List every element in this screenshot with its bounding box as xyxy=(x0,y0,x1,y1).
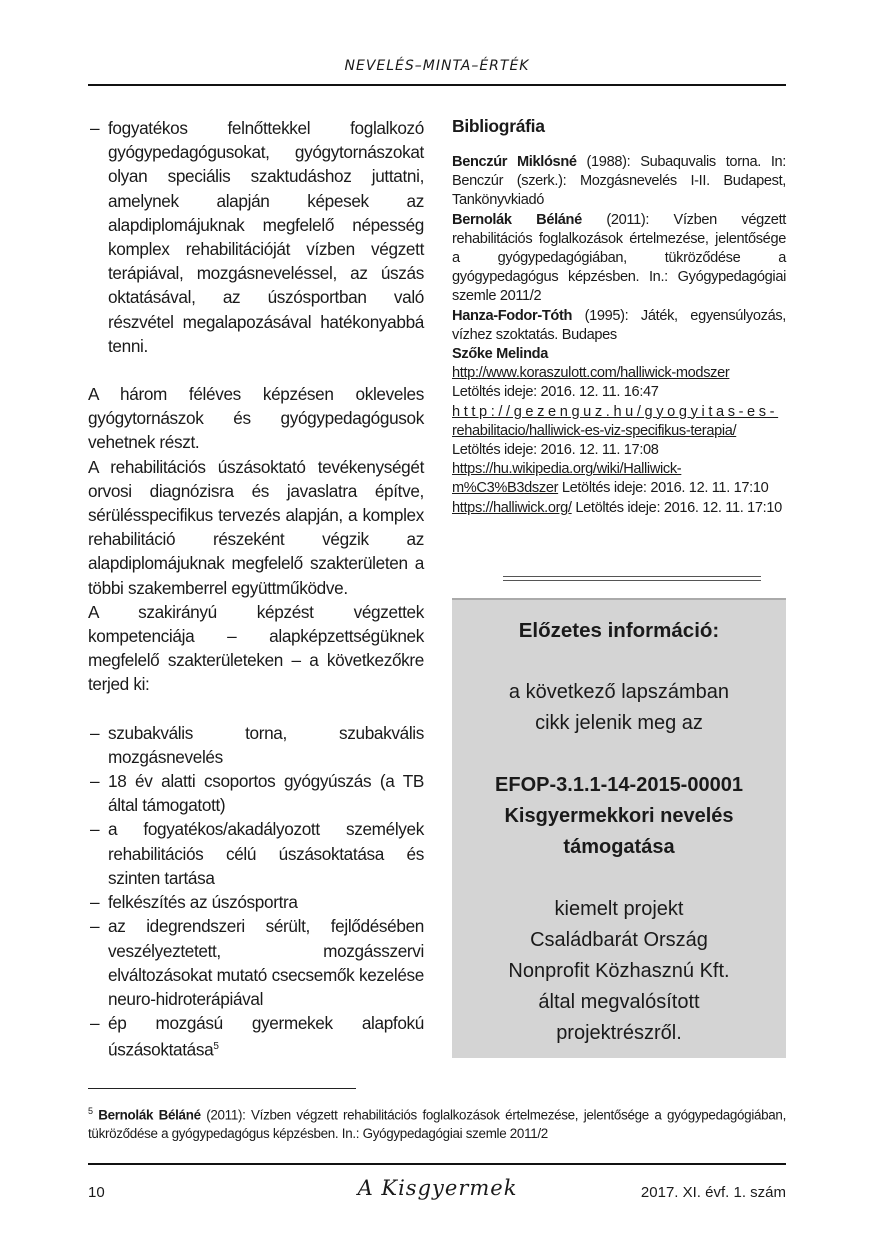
competence-item: – az idegrendszeri sérült, fejlődésében veszélyeztetett, mozgásszervi elváltozásokat mutató csecsemők kezelése neuro-hidroterápiával xyxy=(88,914,424,1011)
spacer xyxy=(452,863,786,894)
footnote-author: Bernolák Béláné xyxy=(98,1107,201,1123)
competence-item: – felkészítés az úszósportra xyxy=(88,890,424,914)
project-title: támogatása xyxy=(563,836,675,858)
paragraph-competence: A szakirányú képzést végzettek kompetenciája – alapképzettségüknek megfelelő szakterületeken – a következőkre terjed ki: xyxy=(88,601,424,695)
download-date: Letöltés ideje: 2016. 12. 11. 17:08 xyxy=(452,442,659,459)
footnote-text: (2011): Vízben végzett rehabilitációs foglalkozások értelmezése, jelentősége a gyógypedagógiában, tükröződése a gyógypedagógus képzésben. In.: Gyógypedagógiai szemle 2011/2 xyxy=(88,1107,787,1141)
competence-item: – 18 év alatti csoportos gyógyúszás (a TB által támogatott) xyxy=(88,769,424,817)
paragraph-activity: A rehabilitációs úszásoktató tevékenységét orvosi diagnózisra és javaslatra építve, sérülésspecifikus tervezés alapján, a komplex rehabilitáció részeként végzik az alapdiplomájuknak megfelelő szakterületen a többi szakemberrel együttműködve. xyxy=(88,456,424,598)
info-line: projektrészről. xyxy=(556,1022,682,1044)
page-number: 10 xyxy=(88,1184,105,1201)
entry-text: (1995): Játék, egyensúlyozás, vízhez szoktatás. Budapes xyxy=(452,307,786,343)
link-koraszulott[interactable]: http://www.koraszulott.com/halliwick-modszer xyxy=(452,365,730,382)
footnote-mark: 5 xyxy=(88,1106,93,1116)
entry-author: Benczúr Miklósné xyxy=(452,154,577,170)
bibliography-title: Bibliográfia xyxy=(452,116,545,136)
info-line: által megvalósított xyxy=(538,991,700,1013)
entry-author: Hanza-Fodor-Tóth xyxy=(452,307,573,324)
info-line: cikk jelenik meg az xyxy=(535,712,703,734)
bibliography xyxy=(452,153,786,518)
competence-item: – a fogyatékos/akadályozott személyek rehabilitációs célú úszásoktatása és szinten tartása xyxy=(88,817,424,890)
competence-item xyxy=(88,1011,424,1062)
project-title: Kisgyermekkori nevelés xyxy=(504,805,734,827)
journal-name: A Kisgyermek xyxy=(357,1176,518,1200)
download-date: Letöltés ideje: 2016. 12. 11. 17:10 xyxy=(558,480,769,497)
entry-text: (2011): Vízben végzett rehabilitációs foglalkozások értelmezése, jelentősége a gyógypedagógiában, tükröződése a gyógypedagógus képzésben. In.: Gyógypedagógiai szemle 2011/2 xyxy=(452,211,786,305)
download-date: Letöltés ideje: 2016. 12. 11. 17:10 xyxy=(571,499,782,516)
intro-list-item: – fogyatékos felnőttekkel foglalkozó gyógypedagógusokat, gyógytornászokat olyan speciális szaktudáshoz juttatni, amelynek alapján képesek az alapdiplomájuknak megfelelő népesség komplex rehabilitációját vízben végzett terápiával, mozgásneveléssel, az úszás oktatásával, az úszósportban való részvétel megalapozásával hatékonyabbá tenni. xyxy=(88,116,424,358)
issue-info: 2017. XI. évf. 1. szám xyxy=(640,1184,786,1201)
running-head: NEVELÉS–MINTA–ÉRTÉK xyxy=(344,58,530,74)
competence-item: – szubakvális torna, szubakvális mozgásnevelés xyxy=(88,721,424,769)
spacer xyxy=(88,697,424,721)
bibliography-link-entry xyxy=(452,479,786,498)
bibliography-link-entry xyxy=(452,422,786,441)
info-line: kiemelt projekt xyxy=(554,898,684,920)
spacer xyxy=(452,646,786,677)
footnote-reference[interactable]: 5 xyxy=(213,1041,219,1053)
footnote-rule xyxy=(88,1088,356,1089)
project-code: EFOP-3.1.1-14-2015-00001 xyxy=(495,774,743,796)
bibliography-link-entry xyxy=(452,460,786,479)
right-column xyxy=(452,116,786,518)
bibliography-link-entry xyxy=(452,364,786,383)
entry-author: Bernolák Béláné xyxy=(452,211,582,228)
link-wikipedia-cont[interactable]: m%C3%B3dszer xyxy=(452,480,559,497)
info-box-title: Előzetes információ: xyxy=(518,619,720,642)
entry-text: (1988): Subaquvalis torna. In: Benczúr (szerk.): Mozgásnevelés I-II. Budapest, Tankönyvkiadó xyxy=(452,154,786,209)
bibliography-link-entry xyxy=(452,403,786,422)
spacer xyxy=(452,739,786,770)
info-line: Családbarát Ország xyxy=(530,929,708,951)
info-box xyxy=(452,598,786,1058)
link-gezenguz-cont[interactable]: rehabilitacio/halliwick-es-viz-specifikus-terapia/ xyxy=(452,422,737,439)
info-line: Nonprofit Közhasznú Kft. xyxy=(508,960,730,982)
link-gezenguz[interactable]: http://gezenguz.hu/gyogyitas-es- xyxy=(452,403,779,420)
paragraph-training: A három féléves képzésen okleveles gyógytornászok és gyógypedagógusok vehetnek részt. xyxy=(88,384,424,453)
double-rule-divider xyxy=(503,576,761,581)
header-rule xyxy=(88,84,786,86)
bibliography-entry xyxy=(452,211,786,307)
bibliography-link-entry xyxy=(452,499,786,518)
end-marker xyxy=(452,569,786,588)
bibliography-entry xyxy=(452,153,786,211)
link-halliwick[interactable]: https://halliwick.org/ xyxy=(452,499,572,516)
left-column xyxy=(88,116,424,1062)
footnote xyxy=(88,1102,786,1143)
spacer xyxy=(88,358,424,382)
bibliography-entry xyxy=(452,345,786,364)
entry-author: Szőke Melinda xyxy=(452,346,549,363)
link-wikipedia[interactable]: https://hu.wikipedia.org/wiki/Halliwick- xyxy=(452,461,682,478)
footer-rule xyxy=(88,1163,786,1165)
competence-item-text: ép mozgású gyermekek alapfokú úszásoktatása xyxy=(108,1013,424,1061)
download-date: Letöltés ideje: 2016. 12. 11. 16:47 xyxy=(452,384,659,401)
info-line: a következő lapszámban xyxy=(508,681,730,703)
bibliography-entry xyxy=(452,307,786,345)
